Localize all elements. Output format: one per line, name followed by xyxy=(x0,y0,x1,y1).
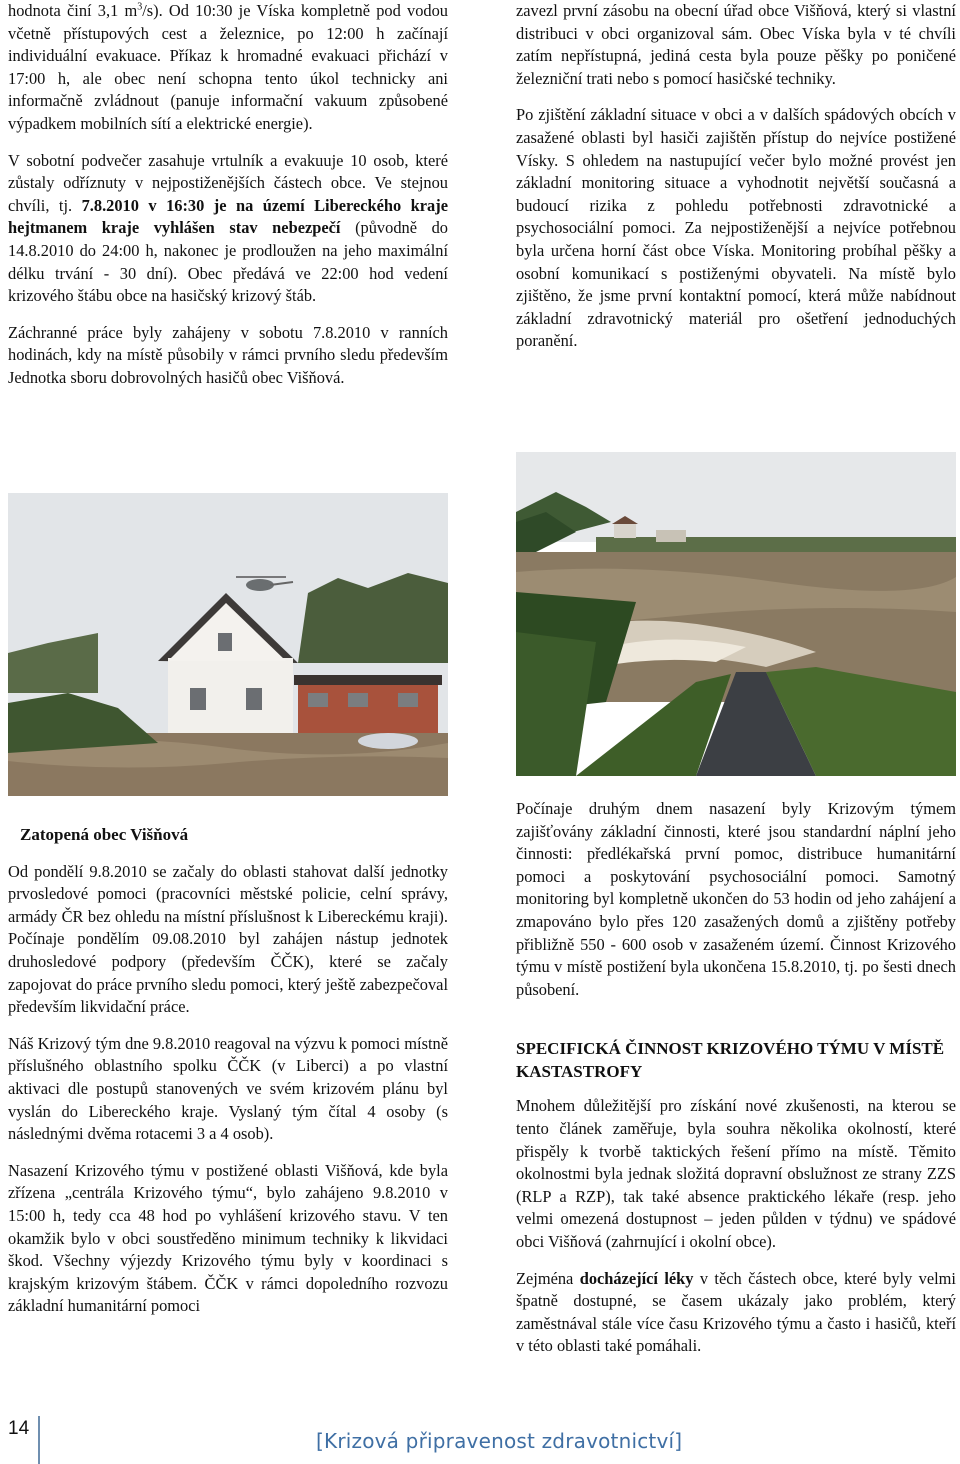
bold-text: 7.8.2010 v 16:30 je na území Libereckého kraje hejtmanem kraje vyhlášen stav nebezpečí xyxy=(8,195,448,238)
paragraph: Od pondělí 9.8.2010 se začaly do oblasti stahovat další jednotky prvosledové pomoci (pracovníci městské policie, celní správy, armády ČR bez ohledu na místní příslušnost k Libereckému kraji). Počínaje pondělím 09.08.2010 byl zahájen nástup jednotek druhosledové podpory (především ČČK), které se začaly zapojovat do práce prvního sledu pomoci, který ještě zabezpečoval především likvidační práce. xyxy=(8,861,448,1017)
paragraph: Počínaje druhým dnem nasazení byly Krizovým týmem zajišťovány základní činnosti, které jsou standardní náplní jeho činnosti: předlékařská první pomoc, distribuce humanitární pomoci a poskytování psychosociální pomoci. Samotný monitoring byl kompletně ukončen do 53 hodin od jeho zahájení a zmapováno bylo přes 120 zasažených domů a zjištěny potřeby přibližně 550 - 600 osob v zasaženém území. Činnost Krizového týmu v místě postižení byla ukončena 15.8.2010, tj. po šesti dnech působení. xyxy=(516,799,956,999)
paragraph: hodnota činí 3,1 $m^3/s$). Od 10:30 je Víska kompletně pod vodou včetně přístupových cest a železnice, po 12:00 h začínají individuální evakuace. Příkaz k hromadné evakuaci přichází v 17:00 h, ale obec není schopna tento úkol technicky ani informačně zvládnout (panuje informační vakuum způsobené výpadkem mobilních sítí a elektrické energie). xyxy=(8,1,448,133)
footer-divider xyxy=(38,1416,40,1464)
paragraph: Nasazení Krizového týmu v postižené oblasti Višňová, kde byla zřízena „centrála Krizového týmu“, bylo zahájeno 9.8.2010 v 15:00 h, tedy cca 48 hod po vyhlášení krizového stavu. V ten okamžik bylo v obci soustředěno minimum techniky k likvidaci škod. Všechny výjezdy Krizového týmu byly v koordinaci s krajským krizovým štábem. ČČK v rámci dopoledního rozvozu základní humanitární pomoci xyxy=(8,1160,448,1316)
paragraph: zavezl první zásobu na obecní úřad obce Višňová, který si vlastní distribuci v obci organizoval sám. Obec Víska byla v té chvíli zatím nepřístupná, jediná cesta byla pouze pěšky po poničené železniční trati nebo s pomocí hasičské techniky. xyxy=(516,1,956,88)
flooded-road-photo xyxy=(516,452,956,776)
paragraph: V sobotní podvečer zasahuje vrtulník a evakuuje 10 osob, které zůstaly odříznuty v nejpostiženějších částech obce. Ve stejnou chvíli, tj. 7.8.2010 v 16:30 je na území Libereckého kraje hejtmanem kraje vyhlášen stav nebezpečí (původně do 14.8.2010 do 24:00 h, nakonec je prodloužen na jeho maximální délku trvání - 30 dní). Obec předává ve 22:00 hod vedení krizového štábu obce na hasičský krizový štáb. xyxy=(8,150,448,306)
paragraph: Mnohem důležitější pro získání nové zkušenosti, na kterou se tento článek zaměřuje, byla souhra několika okolností, které přispěly k tvorbě taktických řešení přímo na místě. Těmito okolnostmi byla jednak složitá dopravní obslužnost ze strany ZZS (RLP a RZP), tak také absence praktického lékaře (resp. jeho velmi omezená dostupnost – jeden půlden v týdnu) ve spádové obci Višňová (zahrnující i okolní obce). xyxy=(516,1096,956,1251)
left-column-top xyxy=(8,0,448,404)
right-column-top xyxy=(516,0,956,367)
paragraph: Zejména docházející léky v těch částech obce, které byly velmi špatně dostupné, se časem ukázaly jako problém, který zaměstnával stále více času Krizového týmu a často i hasičů, kteří v této oblasti také pomáhali. xyxy=(516,1268,956,1356)
bold-text: docházející léky xyxy=(579,1268,694,1288)
paragraph: Záchranné práce byly zahájeny v sobotu 7.8.2010 v ranních hodinách, kdy na místě působily v rámci prvního sledu především Jednotka sboru dobrovolných hasičů obec Višňová. xyxy=(8,322,448,387)
left-column-bottom xyxy=(8,824,448,1332)
photo-caption: Zatopená obec Višňová xyxy=(20,825,189,844)
footer-title: [Krizová připravenost zdravotnictví] xyxy=(316,1429,683,1453)
page-number: 14 xyxy=(8,1418,30,1439)
flooded-village-photo xyxy=(8,493,448,796)
paragraph: Po zjištění základní situace v obci a v dalších spádových obcích v zasažené oblasti byl hasiči zajištěn přístup do nejvíce postižené Vísky. S ohledem na nastupující večer bylo možné provést jen základní monitoring situace a vyhodnotit největší současná a budoucí rizika z pohledu potřebnosti zdravotnické a psychosociální pomoci. Za nejpostiženější a nejvíce potřebnou byla určena horní část obce Víska. Monitoring probíhal pěšky a osobní komunikací s postiženými obyvateli. Na místě bylo zjištěno, že jsme první kontaktní pomocí, která může nabídnout základní zdravotnický materiál pro ošetření jednoduchých poranění. xyxy=(516,105,956,351)
right-column-bottom xyxy=(516,798,956,1372)
paragraph: Náš Krizový tým dne 9.8.2010 reagoval na výzvu k pomoci místně příslušného oblastního spolku ČČK (v Liberci) a po vlastní aktivaci dle postupů stanovených ve svém krizovém plánu byl vyslán do Libereckého kraje. Vyslaný tým čítal 4 osoby (s následnými dvěma rotacemi 3 a 4 osob). xyxy=(8,1033,448,1144)
section-heading: SPECIFICKÁ ČINNOST KRIZOVÉHO TÝMU V MÍSTĚ KASTASTROFY xyxy=(516,1039,945,1082)
